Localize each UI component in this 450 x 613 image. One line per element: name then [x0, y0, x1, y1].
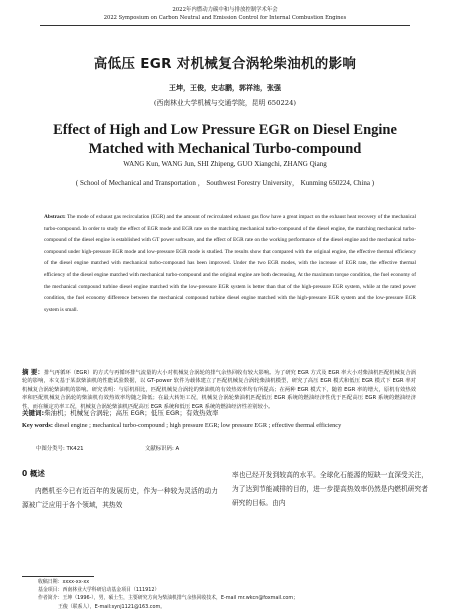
authors-cn: 王坤，王俊，史志鹏，郭祥池，张强: [169, 83, 281, 92]
keywords-cn-label: 关键词:: [22, 409, 45, 417]
clc-number: 中图分类号: TK421: [36, 446, 84, 452]
footnote-fund: 基金项目：西南林业大学科研启动基金项目（111912）: [38, 587, 160, 594]
keywords-en: [22, 421, 416, 431]
authors-en: WANG Kun, WANG Jun, SHI Zhipeng, GUO Xiangchi, ZHANG Qiang: [123, 160, 327, 168]
conference-name-cn: 2022年内燃动力碳中和与排放控制学术年会: [172, 7, 278, 13]
abstract-en-text: The mode of exhaust gas recirculation (EGR) and the amount of recirculated exhaust gas flow have a great impact on the exhaust heat recovery of the mechanical turbo-compound. In order to study the effect of EGR mode and EGR rate on the matching mechanical turbo-compound of the diesel engine, the matching mechanical turbo-compound of the diesel engine is established with GT power software, and the effect of EGR rate on the working performance of the diesel engine and the mechanical turbo-compound under high-pressure EGR mode and low-pressure EGR mode is studied. The results show that compared with the original engine, the effective thermal efficiency of the diesel engine matched with mechanical turbo-compound has been improved. Under the two EGR modes, with the increase of EGR rate, the effective thermal efficiency of the diesel engine matched with mechanical turbo-compound and the original engine are both decreasing, At the maximum torque condition, the fuel economy of the mechanical compound turbine diesel engine matched with the low-pressure EGR system is better than that of the high-pressure EGR system, while at the rated power condition, the fuel economy difference between the mechanical compound turbine diesel engine matched with the high-pressure EGR system and the low-pressure EGR system is small.: [44, 214, 416, 313]
paper-title-en: Effect of High and Low Pressure EGR on Diesel Engine Matched with Mechanical Turbo-compound: [53, 122, 397, 157]
footnotes: [38, 578, 430, 611]
abstract-en-label: Abstract:: [44, 214, 66, 220]
footnote-author-bio: 作者简介：王坤（1996-），男，硕士生，主要研究方向为柴油机排气余热回收技术，E-mail mr.wkcn@foxmail.com；: [38, 595, 299, 602]
abstract-cn-label: 摘 要：: [22, 368, 44, 376]
footnote-rule: [22, 576, 94, 577]
section-heading-overview: 0 概述: [22, 469, 45, 478]
intro-paragraph-left: 内燃机至今已有近百年的发展历史，作为一种较为灵活的动力源被广泛应用于各个领域，其热效: [22, 487, 218, 509]
keywords-cn-text: 柴油机；机械复合涡轮；高压 EGR；低压 EGR；有效热效率: [44, 409, 219, 417]
abstract-cn-text: 排气再循环（EGR）的方式与再循环排气流量的大小对机械复合涡轮的排气余热回收有较大影响。为了研究 EGR 方式及 EGR 率大小对柴油机匹配机械复合涡轮的影响，本文基于某款柴油机的性能试验数据，以 GT-power 软件为载体建立了匹配机械复合涡轮柴油机模型，研究了高压 EGR 模式和低压 EGR 模式下 EGR 率对机械复合涡轮柴油机的影响。研究表明：与原机相比，匹配机械复合涡轮的柴油机的有效热效率均有所提高；在两种 EGR 模式下，随着 EGR 率的增大，原机有效热效率和匹配机械复合涡轮的柴油机有效热效率均随之降低；在最大转矩工况，机械复合涡轮柴油机匹配低压 EGR 系统的燃油经济性优于匹配高压 EGR 系统的燃油经济性，而在额定功率工况，机械复合涡轮柴油机匹配高压 EGR 系统和低压 EGR 系统的燃油经济性差别较小。: [22, 370, 417, 410]
footnote-received: 收稿日期：xxxx-xx-xx: [38, 579, 90, 585]
intro-paragraph-right: 率也已经开发到较高的水平。全球化石能源的短缺一直深受关注，为了达到节能减排的目的，进一步提高热效率仍然是内燃机研究者研究的目标。由内: [232, 471, 428, 507]
conference-header: [40, 6, 410, 26]
keywords-cn: [22, 408, 416, 417]
paper-title-cn: 高低压 EGR 对机械复合涡轮柴油机的影响: [93, 56, 357, 72]
footnote-corresponding: 王俊（联系人），E-mail:synj1121@163.com。: [58, 603, 166, 610]
document-code: 文献标识码: A: [145, 446, 180, 452]
keywords-en-label: Key words:: [22, 422, 53, 429]
affiliation-en: ( School of Mechanical and Transportation ， Southwest Forestry University， Kunming 650224, China ): [75, 179, 375, 187]
abstract-cn: [22, 368, 416, 411]
header-rule: [40, 25, 410, 26]
conference-name-en: 2022 Symposium on Carbon Neutral and Emission Control for Internal Combustion Engines: [103, 15, 347, 21]
abstract-en: [44, 212, 416, 316]
affiliation-cn: (西南林业大学机械与交通学院，昆明 650224): [153, 99, 297, 107]
keywords-en-text: diesel engine ; mechanical turbo-compound ; high pressure EGR; low pressure EGR ; effective thermal efficiency: [54, 422, 342, 429]
